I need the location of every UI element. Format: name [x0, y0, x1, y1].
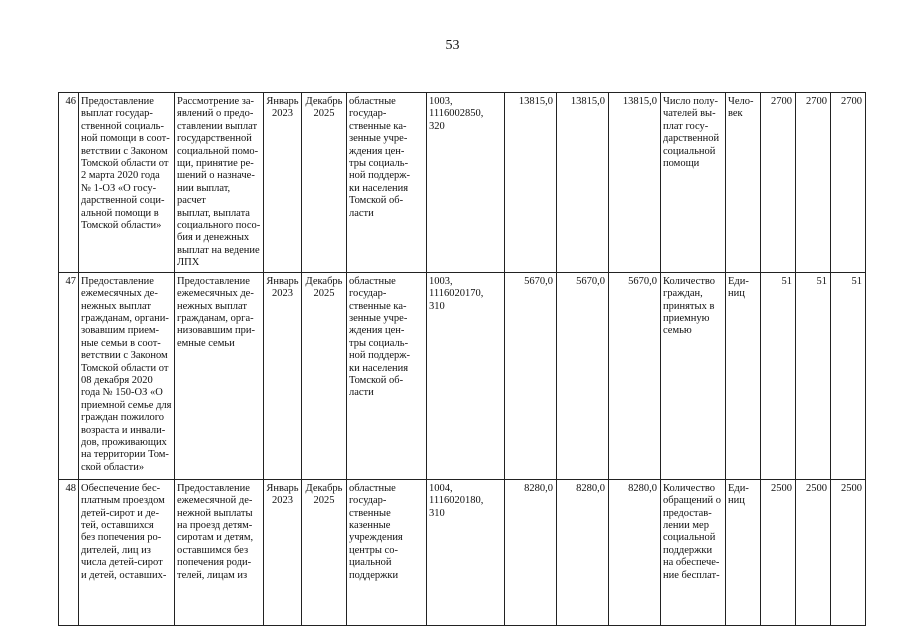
cell-row-number: 47	[59, 272, 79, 479]
cell-value-year-1: 2700	[761, 93, 796, 273]
cell-executor: областные государ- ственные ка- зенные учре- ждения цен- тры социаль- ной поддерж- ки населения Томской об- ласти	[347, 93, 427, 273]
cell-unit: Чело- век	[726, 93, 761, 273]
cell-unit: Еди- ниц	[726, 479, 761, 625]
cell-value-year-3: 51	[831, 272, 866, 479]
cell-measure-name: Предоставление ежемесячных де- нежных выплат гражданам, органи- зовавшим прием- ные семьи в соот- ветствии с Законом Томской области от 08 декабря 2020 года № 150-ОЗ «О приемной семье для граждан пожилого возраста и инвали- дов, проживающих на территории Том- ской области»	[79, 272, 175, 479]
cell-value-year-3: 2500	[831, 479, 866, 625]
cell-executor: областные государ- ственные казенные учреждения центры со- циальной поддержки	[347, 479, 427, 625]
cell-measure-name: Предоставление выплат государ- ственной социаль- ной помощи в соот- ветствии с Законом Томской области от 2 марта 2020 года № 1-ОЗ «О госу- дарственной соци- альной помощи в Томской области»	[79, 93, 175, 273]
table-row	[59, 272, 866, 479]
cell-start-date: Январь 2023	[264, 272, 302, 479]
cell-budget-code: 1003, 1116002850, 320	[427, 93, 505, 273]
cell-indicator: Число полу- чателей вы- плат госу- дарственной социальной помощи	[661, 93, 726, 273]
cell-funding-year-3: 13815,0	[609, 93, 661, 273]
cell-measure-name: Обеспечение бес- платным проездом детей-сирот и де- тей, оставшихся без попечения ро- дителей, лиц из числа детей-сирот и детей, оставших-	[79, 479, 175, 625]
cell-end-date: Декабрь 2025	[302, 479, 347, 625]
cell-budget-code: 1003, 1116020170, 310	[427, 272, 505, 479]
cell-value-year-1: 2500	[761, 479, 796, 625]
cell-funding-year-3: 5670,0	[609, 272, 661, 479]
cell-value-year-1: 51	[761, 272, 796, 479]
cell-budget-code: 1004, 1116020180, 310	[427, 479, 505, 625]
cell-funding-year-2: 13815,0	[557, 93, 609, 273]
cell-row-number: 46	[59, 93, 79, 273]
cell-funding-year-1: 5670,0	[505, 272, 557, 479]
table-row	[59, 93, 866, 273]
page-number: 53	[445, 38, 460, 53]
cell-indicator: Количество граждан, принятых в приемную семью	[661, 272, 726, 479]
cell-funding-year-2: 5670,0	[557, 272, 609, 479]
cell-value-year-2: 51	[796, 272, 831, 479]
cell-funding-year-2: 8280,0	[557, 479, 609, 625]
cell-action: Предоставление ежемесячных де- нежных выплат гражданам, орга- низовавшим при- емные семьи	[175, 272, 264, 479]
cell-end-date: Декабрь 2025	[302, 272, 347, 479]
cell-action: Рассмотрение за- явлений о предо- ставлении выплат государственной социальной помо- щи, принятие ре- шений о назначе- нии выплат, расчет выплат, выплата социального посо- бия и денежных выплат на ведение ЛПХ	[175, 93, 264, 273]
cell-row-number: 48	[59, 479, 79, 625]
cell-end-date: Декабрь 2025	[302, 93, 347, 273]
cell-value-year-2: 2700	[796, 93, 831, 273]
measures-table	[58, 92, 866, 626]
cell-funding-year-3: 8280,0	[609, 479, 661, 625]
table-row	[59, 479, 866, 625]
cell-value-year-2: 2500	[796, 479, 831, 625]
cell-unit: Еди- ниц	[726, 272, 761, 479]
cell-start-date: Январь 2023	[264, 479, 302, 625]
cell-executor: областные государ- ственные ка- зенные учре- ждения цен- тры социаль- ной поддерж- ки населения Томской об- ласти	[347, 272, 427, 479]
cell-action: Предоставление ежемесячной де- нежной выплаты на проезд детям- сиротам и детям, оставшимся без попечения роди- телей, лицам из	[175, 479, 264, 625]
cell-indicator: Количество обращений о предостав- лении мер социальной поддержки на обеспече- ние бесплат-	[661, 479, 726, 625]
cell-start-date: Январь 2023	[264, 93, 302, 273]
cell-funding-year-1: 13815,0	[505, 93, 557, 273]
cell-funding-year-1: 8280,0	[505, 479, 557, 625]
cell-value-year-3: 2700	[831, 93, 866, 273]
